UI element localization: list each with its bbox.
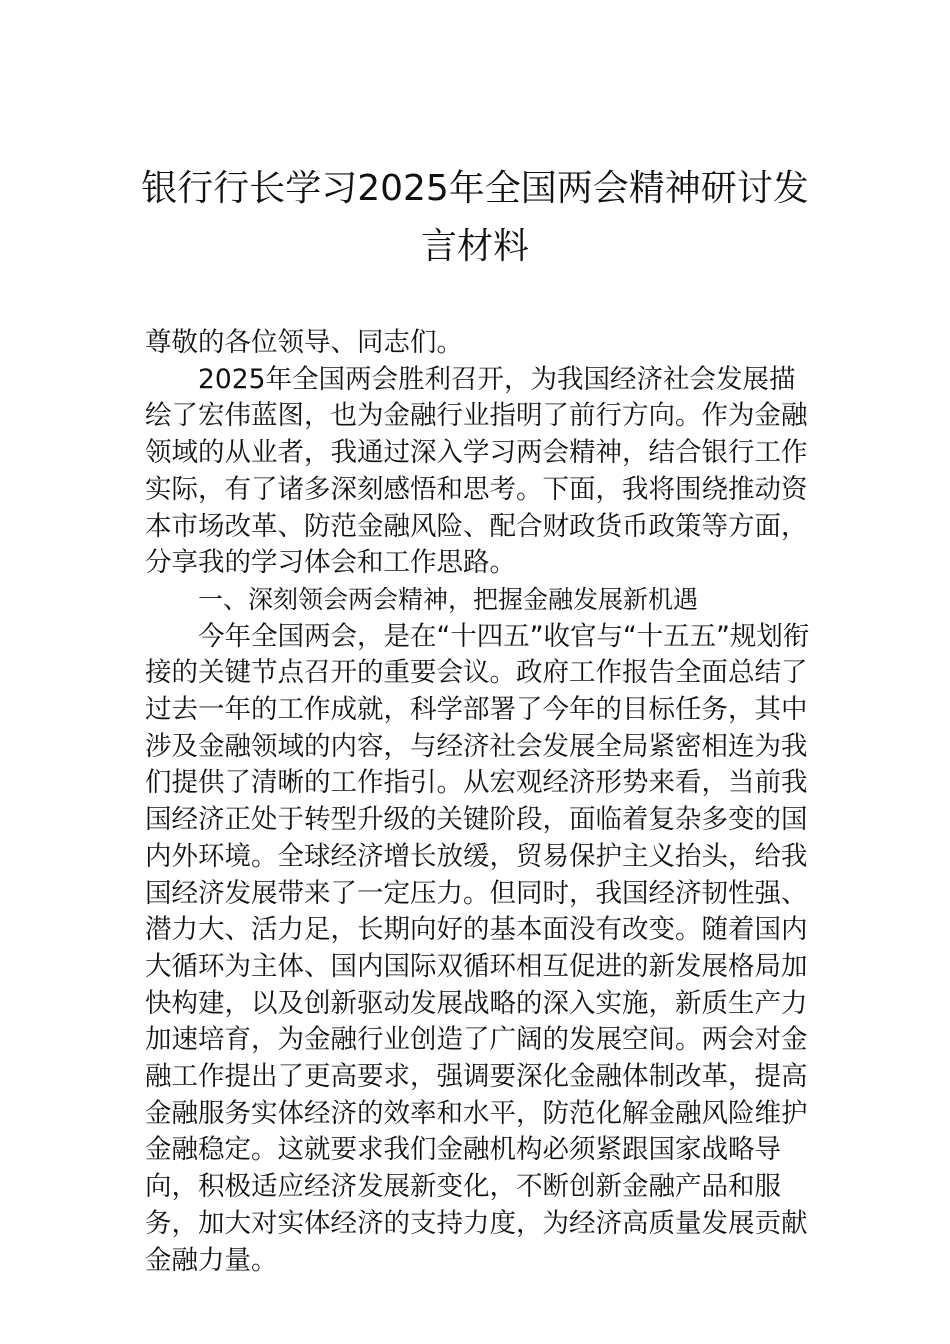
intro-paragraph: 2025年全国两会胜利召开，为我国经济社会发展描绘了宏伟蓝图，也为金融行业指明了前行方向。作为金融领域的从业者，我通过深入学习两会精神，结合银行工作实际，有了诸多深刻感悟和思考。下面，我将围绕推动资本市场改革、防范金融风险、配合财政货币政策等方面，分享我的学习体会和工作思路。 bbox=[145, 363, 808, 579]
section-heading: 一、深刻领会两会精神，把握金融发展新机遇 bbox=[198, 584, 699, 614]
title-line-1: 银行行长学习2025年全国两会精神研讨发 bbox=[141, 168, 809, 209]
salutation: 尊敬的各位领导、同志们。 bbox=[145, 327, 463, 358]
title-line-2: 言材料 bbox=[420, 226, 529, 267]
section-paragraph: 今年全国两会，是在“十四五”收官与“十五五”规划衔接的关键节点召开的重要会议。政府工作报告全面总结了过去一年的工作成就，科学部署了今年的目标任务，其中涉及金融领域的内容，与经济社会发展全局紧密相连为我们提供了清晰的工作指引。从宏观经济形势来看，当前我国经济正处于转型升级的关键阶段，面临着复杂多变的国内外环境。全球经济增长放缓，贸易保护主义抬头，给我国经济发展带来了一定压力。但同时，我国经济韧性强、潜力大、活力足，长期向好的基本面没有改变。随着国内大循环为主体、国内国际双循环相互促进的新发展格局加快构建，以及创新驱动发展战略的深入实施，新质生产力加速培育，为金融行业创造了广阔的发展空间。两会对金融工作提出了更高要求，强调要深化金融体制改革，提高金融服务实体经济的效率和水平，防范化解金融风险维护金融稳定。这就要求我们金融机构必须紧跟国家战略导向，积极适应经济发展新变化，不断创新金融产品和服务，加大对实体经济的支持力度，为经济高质量发展贡献金融力量。 bbox=[145, 620, 810, 1276]
document-body bbox=[145, 325, 810, 1279]
document-title bbox=[130, 160, 820, 276]
